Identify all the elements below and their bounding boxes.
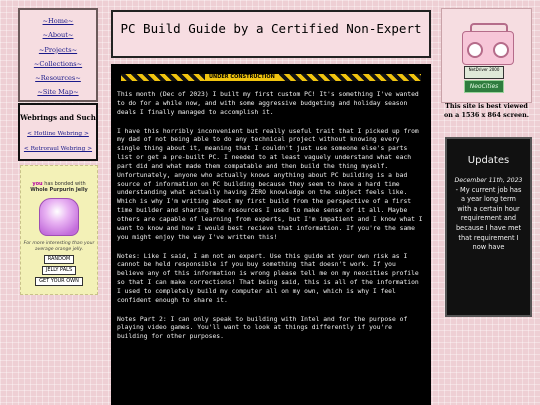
nav-link-home[interactable]: ~Home~ — [42, 17, 74, 25]
nav-link-about[interactable]: ~About~ — [42, 31, 74, 40]
pet-owner: you — [32, 181, 43, 187]
pet-name: Whole Purpurin Jelly — [30, 187, 88, 193]
updates-heading: Updates — [467, 155, 510, 166]
notes-part-2-paragraph: Notes Part 2: I can only speak to building with Intel and for the purpose of playing video games. You'll want to look at things differently if you're building for other purposes. — [117, 315, 408, 341]
nav-link-projects[interactable]: ~Projects~ — [38, 45, 78, 54]
adoptable-pet-widget — [20, 165, 98, 295]
update-body: - My current job has a year long term with a certain hour requirement and because I have met that requirement I now have — [455, 185, 522, 252]
nav-link-collections[interactable]: ~Collections~ — [33, 59, 83, 68]
site-nav — [18, 8, 98, 102]
netdriver-badge[interactable]: NetDriver 2000 — [464, 66, 504, 79]
update-date: December 11th, 2023 — [454, 177, 523, 184]
page-title: PC Build Guide by a Certified Non-Expert — [111, 10, 431, 58]
updates-panel — [445, 137, 532, 317]
intro-paragraph: This month (Dec of 2023) I built my first custom PC! It's something I've wanted to do for a while now, and with some aggressive budgeting and holiday season deals I finally managed to accomplish it. — [117, 91, 419, 116]
pet-description: For more interesting than your average orange jelly. — [23, 241, 95, 252]
jelly-pals-button[interactable]: JELLY PALS — [42, 266, 76, 275]
under-construction-banner — [121, 74, 421, 81]
notes-paragraph: Notes: Like I said, I am not an expert. Use this guide at your own risk as I cannot be held responsible if you buy something that doesn't work. If you believe any of this information is wrong please tell me on my neocities profile so that I can make corrections! That being said, this is all of the information I used to completely build my computer all on my own, which is why I feel confident enough to share it. — [117, 252, 419, 304]
background-paragraph: I have this horribly inconvenient but really useful trait that I picked up from my dad of not being able to do any technical project without knowing every single thing about it, meaning that I couldn't just use someone else's parts list or get a pre-built PC. I needed to at least vaguely understand what each part did and what made them compatable and then build the thing myself. Unfortunately, anyone who actually knows anything about PC building is a bad source of information on PC building because they seem to have a hard time understanding what actually having ZERO knowledge on the subject feels like. Which is why I'm writing about my first build from the perspective of a first time builder and sharing the resources I used to make sense of it all. Maybe others are capable of learning from experts, but I'm impatient and I know what I want to know and how I would best recieve that information. If you're the same you might enjoy the way I've written this! — [117, 127, 423, 241]
retroraul-webring-link[interactable]: < Retroraul Webring > — [23, 146, 93, 152]
random-pet-button[interactable]: RANDOM — [44, 255, 75, 264]
jelly-pet-image[interactable] — [39, 198, 79, 236]
main-content — [111, 64, 431, 405]
hotline-webring-link[interactable]: < Hotline Webring > — [27, 131, 89, 137]
under-construction-label: UNDER CONSTRUCTION — [205, 74, 279, 81]
best-viewed-note: This site is best viewed on a 1536 x 864 screen. — [444, 102, 529, 119]
webrings-box — [18, 103, 98, 161]
nav-link-site-map[interactable]: ~Site Map~ — [37, 88, 79, 97]
pet-bonded-text: has bonded with — [44, 181, 86, 187]
boombox-icon — [462, 31, 514, 65]
get-your-own-button[interactable]: GET YOUR OWN — [35, 277, 83, 286]
nav-link-resources[interactable]: ~Resources~ — [35, 74, 81, 83]
webrings-heading: Webrings and Such — [20, 113, 96, 122]
neocities-badge[interactable]: NeoCities — [464, 80, 504, 93]
